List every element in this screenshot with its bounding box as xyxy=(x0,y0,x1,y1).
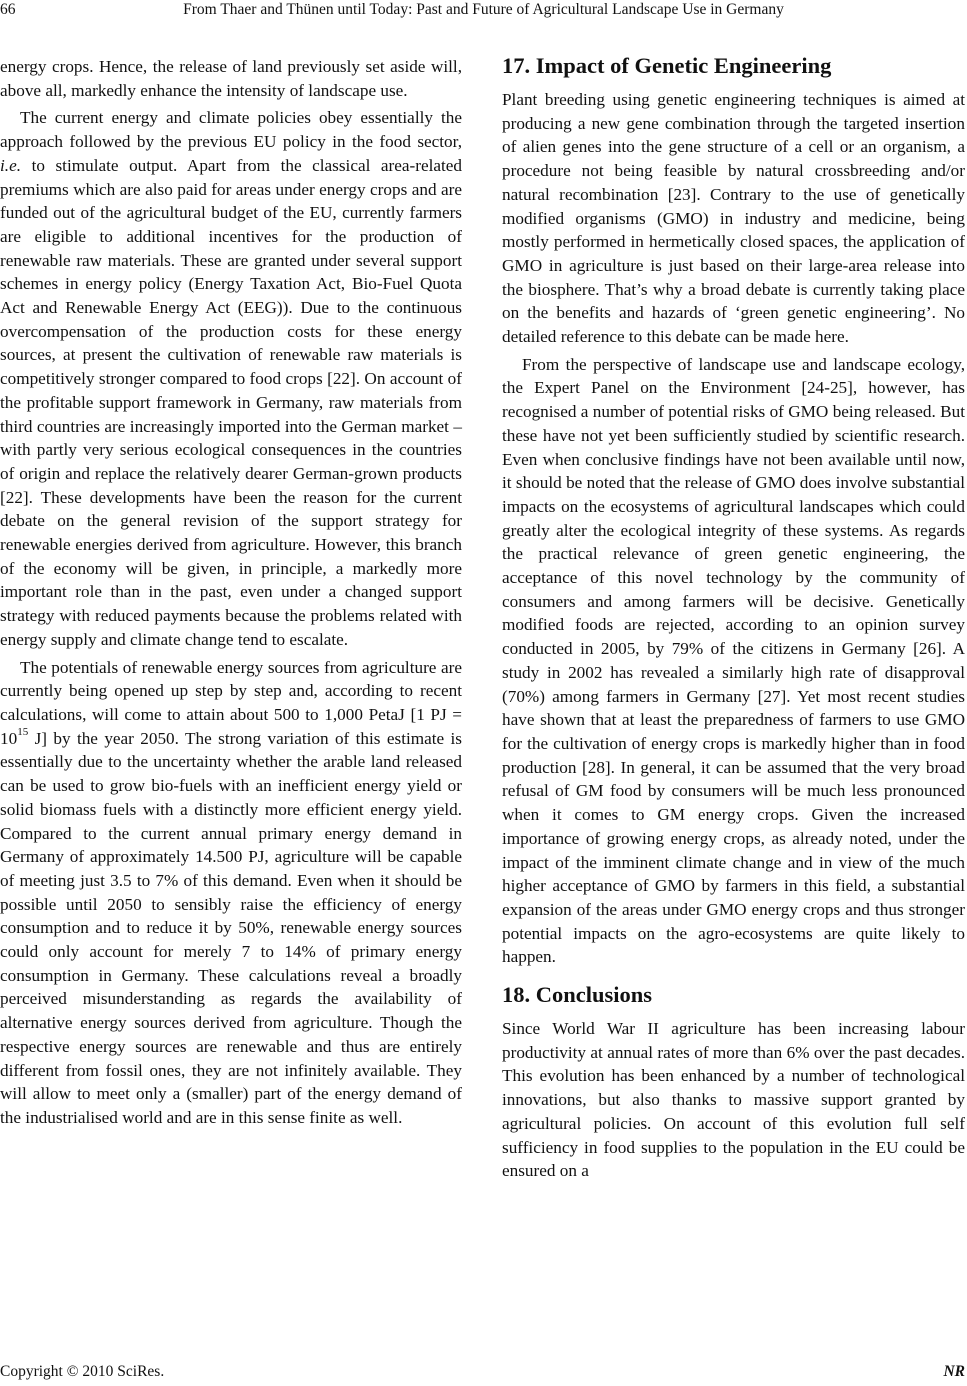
running-title: From Thaer and Thünen until Today: Past and Future of Agricultural Landscape Use in Germany xyxy=(183,1,784,18)
paragraph: energy crops. Hence, the release of land previously set aside will, above all, markedly enhance the intensity of landscape use. xyxy=(0,57,462,100)
italic-abbrev: i.e. xyxy=(0,155,21,175)
paragraph: From the perspective of landscape use and landscape ecology, the Expert Panel on the Environment [24-25], however, has recognised a number of potential risks of GMO being released. But these have not yet been sufficiently studied by scientific research. Even when conclusive findings have not been available until now, it should be noted that the release of GMO does involve substantial impacts on the ecosystems of agricultural landscapes which could greatly alter the ecological integrity of these systems. As regards the practical relevance of green genetic engineering, the acceptance of this novel technology by the community of consumers and among farmers will be decisive. Genetically modified foods are rejected, according to an opinion survey conducted in 2005, by 79% of the citizens in Germany [26]. A study in 2002 has revealed a similarly high rate of disapproval (70%) among farmers in Germany [27]. Yet most recent studies have shown that at least the preparedness of farmers to use GMO for the cultivation of energy crops is markedly higher than in food production [28]. In general, it can be assumed that the very broad refusal of GM food by consumers will be much less pronounced when it comes to GM energy crops. Given the increased importance of growing energy crops, as already noted, under the impact of the imminent climate change and in view of the much higher acceptance of GMO by farmers in this field, a substantial expansion of the areas under GMO energy crops and thus stronger potential impacts on the agro-ecosystems are quite likely to happen. xyxy=(502,354,965,967)
paragraph: Since World War II agriculture has been increasing labour productivity at annual rates of more than 6% over the past decades. This evolution has been enhanced by a number of technological innovations, but also thanks to massive support granted by agricultural policies. On account of this evolution full self sufficiency in food supplies to the population in the EU could be ensured on a xyxy=(502,1019,965,1181)
journal-abbrev: NR xyxy=(943,1363,965,1380)
right-column xyxy=(502,52,965,1183)
paragraph: The current energy and climate policies obey essentially the approach followed by the previous EU policy in the food sector, i.e. to stimulate output. Apart from the classical area-related premiums which are also paid for areas under energy crops and are funded out of the agricultural budget of the EU, currently farmers are eligible to additional incentives for the production of renewable raw materials. These are granted under several support schemes in energy policy (Energy Taxation Act, Bio-Fuel Quota Act and Renewable Energy Act (EEG)). Due to the continuous overcompensation of the production costs for these energy sources, at present the cultivation of renewable raw materials is competitively stronger compared to food crops [22]. On account of the profitable support framework in Germany, raw materials from third countries are increasingly imported into the German market – with partly very serious ecological consequences in the countries of origin and replace the relatively dearer German-grown products [22]. These developments have been the reason for the current debate on the general revision of the support strategy for renewable energies derived from agriculture. However, this branch of the economy will be given, in principle, a markedly more important role than in the past, even under a changed support strategy with reduced payments because the problems related with energy supply and climate change tend to escalate. xyxy=(0,108,462,649)
section-heading-18: 18. Conclusions xyxy=(502,982,653,1008)
left-column xyxy=(0,55,462,1130)
copyright-notice: Copyright © 2010 SciRes. xyxy=(0,1363,165,1380)
page-number: 66 xyxy=(0,1,16,18)
paragraph: The potentials of renewable energy sources from agriculture are currently being opened up step by step and, according to recent calculations, will come to attain about 500 to 1,000 PetaJ [1 PJ = $10^{15}$ J] by the year 2050. The strong variation of this estimate is essentially due to the uncertainty whether the arable land released can be used to grow bio-fuels with an inefficient energy yield or solid biomass fuels with a distinctly more efficient energy yield. Compared to the current annual primary energy demand in Germany of approximately 14.500 PJ, agriculture will be capable of meeting just 3.5 to 7% of this demand. Even when it should be possible until 2050 to sensibly raise the efficiency of energy consumption and to reduce it by 50%, renewable energy sources could only account for merely 7 to 14% of primary energy consumption in Germany. These calculations reveal a broadly perceived misunderstanding as regards the availability of alternative energy sources derived from agriculture. Though the respective energy sources are renewable and thus are entirely different from fossil ones, they are not infinitely available. They will allow to meet only a (smaller) part of the energy demand of the industrialised world and are in this sense finite as well. xyxy=(0,657,462,1127)
paragraph: Plant breeding using genetic engineering techniques is aimed at producing a new gene combination through the targeted insertion of alien genes into the gene structure of a cell or an organism, a procedure not being feasible by natural crossbreeding and/or natural recombination [23]. Contrary to the use of genetically modified organisms (GMO) in industry and medicine, being mostly performed in hermetically closed spaces, the application of GMO in agriculture is just based on their large-area release into the biosphere. That’s why a broad debate is currently taking place on the benefits and hazards of ‘green genetic engineering’. No detailed reference to this debate can be made here. xyxy=(502,90,965,347)
superscript: 15 xyxy=(17,725,29,738)
section-heading-17: 17. Impact of Genetic Engineering xyxy=(502,53,832,78)
